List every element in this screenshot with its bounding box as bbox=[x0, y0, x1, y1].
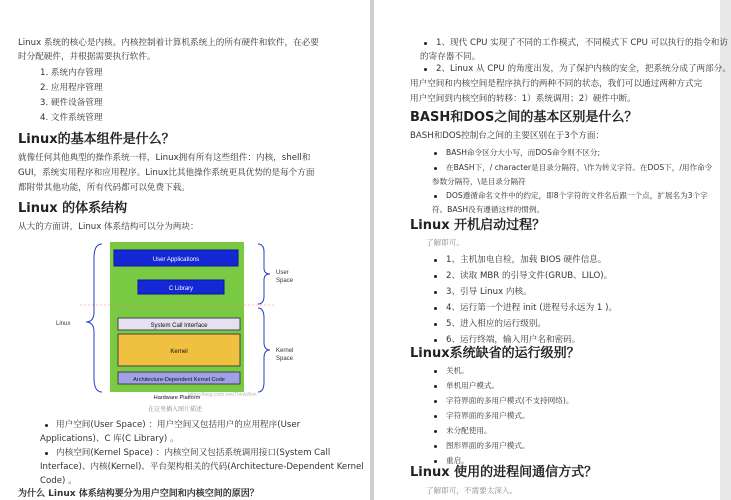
syscall-label: System Call Interface bbox=[150, 323, 208, 329]
bullet-dot bbox=[434, 385, 437, 388]
bullet-dot bbox=[434, 323, 437, 326]
cpu-mode-line: 的寄存器不同。 bbox=[420, 52, 481, 62]
cpu-protection-line: 2、Linux 从 CPU 的角度出发，为了保护内核的安全，把系统分成了两部分。 bbox=[436, 64, 731, 74]
linux-label: Linux bbox=[56, 321, 71, 327]
function-item: 3. 硬件设备管理 bbox=[40, 98, 103, 108]
boot-item: 1、主机加电自检，加载 BIOS 硬件信息。 bbox=[446, 255, 607, 265]
runlevel-item: 关机。 bbox=[446, 366, 469, 375]
runlevel-item: 图形界面的多用户模式。 bbox=[446, 441, 530, 450]
kernel-space-bullet-line: Code) 。 bbox=[40, 476, 77, 486]
runlevel-item: 单机用户模式。 bbox=[446, 381, 500, 390]
bullet-dot bbox=[424, 42, 427, 45]
components-line: 就像任何其他典型的操作系统一样，Linux拥有所有这些组件：内核，shell和 bbox=[18, 153, 311, 163]
transition-line: 用户空间到内核空间的转移：1）系统调用；2）硬件中断。 bbox=[410, 94, 636, 104]
hardware-label: Hardware Platform bbox=[153, 395, 201, 401]
bash-item: DOS遵循命名文件中的约定，即8个字符的文件名后跟一个点，扩展名为3个字 bbox=[446, 191, 708, 200]
image-caption: 在这里插入图片描述 bbox=[148, 406, 203, 413]
bullet-dot bbox=[434, 275, 437, 278]
watermark-text: https://blog.csdn.net/ThinkWon bbox=[188, 392, 257, 398]
runlevel-item: 字符界面的多用户模式。 bbox=[446, 411, 530, 420]
runlevel-item: 重启。 bbox=[446, 456, 469, 465]
question-line: 为什么 Linux 体系结构要分为用户空间和内核空间的原因？ bbox=[18, 489, 259, 499]
bullet-dot bbox=[434, 430, 437, 433]
bullet-dot bbox=[434, 307, 437, 310]
kernel-space-bullet-line: Interface)、内核(Kernel)、平台架构相关的代码(Architecture-Dependent Kernel bbox=[40, 462, 364, 472]
heading-components: Linux的基本组件是什么？ bbox=[18, 132, 175, 147]
user-space-bullet-line: 用户空间(User Space) ：用户空间又包括用户的应用程序(User bbox=[56, 420, 301, 430]
bash-item: 符。BASH没有遵循这样的惯例。 bbox=[432, 205, 545, 214]
bullet-dot bbox=[434, 259, 437, 262]
bash-item: BASH命令区分大小写，而DOS命令则不区分; bbox=[446, 148, 601, 157]
user-space-label-line2: Space bbox=[276, 278, 294, 284]
boot-item: 5、进入相应的运行级别。 bbox=[446, 319, 546, 329]
bullet-dot bbox=[45, 452, 48, 455]
bullet-dot bbox=[434, 445, 437, 448]
right-page bbox=[374, 0, 731, 500]
function-item: 2. 应用程序管理 bbox=[40, 83, 103, 93]
bullet-dot bbox=[434, 291, 437, 294]
bash-intro: BASH和DOS控制台之间的主要区别在于3个方面： bbox=[410, 131, 605, 141]
user-space-brace bbox=[258, 244, 270, 304]
user-space-bullet-line: Applications)、C 库(C Library) 。 bbox=[40, 434, 179, 444]
boot-item: 4、运行第一个进程 init (进程号永远为 1 )。 bbox=[446, 303, 618, 313]
bullet-dot bbox=[434, 460, 437, 463]
bullet-dot bbox=[434, 400, 437, 403]
heading-architecture: Linux 的体系结构 bbox=[18, 201, 128, 216]
function-item: 4. 文件系统管理 bbox=[40, 113, 103, 123]
boot-note: 了解即可。 bbox=[426, 238, 464, 247]
linux-architecture-diagram bbox=[56, 238, 306, 401]
boot-item: 6、运行终端，输入用户名和密码。 bbox=[446, 335, 581, 345]
heading-boot: Linux 开机启动过程？ bbox=[410, 218, 546, 233]
user-applications-label: User Applications bbox=[152, 257, 200, 263]
bullet-dot bbox=[434, 339, 437, 342]
runlevel-item: 未分配使用。 bbox=[446, 426, 492, 435]
intro-line: Linux 系统的核心是内核。内核控制着计算机系统上的所有硬件和软件，在必要 bbox=[18, 38, 319, 48]
heading-ipc: Linux 使用的进程间通信方式？ bbox=[410, 465, 598, 480]
architecture-line: 从大的方面讲，Linux 体系结构可以分为两块： bbox=[18, 222, 199, 232]
bullet-dot bbox=[434, 415, 437, 418]
ipc-note: 了解即可，不需要太深入。 bbox=[426, 486, 518, 495]
bullet-dot bbox=[45, 424, 48, 427]
linux-brace bbox=[86, 244, 102, 392]
boot-item: 2、读取 MBR 的引导文件(GRUB、LILO)。 bbox=[446, 271, 613, 281]
runlevel-item: 字符界面的多用户模式(不支持网络)。 bbox=[446, 396, 574, 405]
boot-item: 3、引导 Linux 内核。 bbox=[446, 287, 532, 297]
bullet-dot bbox=[434, 152, 437, 155]
arch-kernel-label: Architecture-Dependent Kernel Code bbox=[133, 377, 225, 383]
intro-line: 时分配硬件，并根据需要执行软件。 bbox=[18, 52, 156, 62]
kernel-space-label-line1: Kernel bbox=[276, 348, 294, 354]
components-line: 都附带其他功能，所有代码都可以免费下载。 bbox=[18, 183, 190, 193]
bash-item: 在BASH下，/ character是目录分隔符，\作为转义字符。在DOS下，/用作命令 bbox=[446, 163, 713, 172]
user-space-label-line1: User bbox=[276, 270, 289, 276]
bullet-dot bbox=[434, 167, 437, 170]
bash-item: 参数分隔符，\是目录分隔符 bbox=[432, 177, 526, 186]
bullet-dot bbox=[434, 370, 437, 373]
transition-line: 用户空间和内核空间是程序执行的两种不同的状态，我们可以通过两种方式完 bbox=[410, 79, 703, 89]
kernel-label: Kernel bbox=[170, 349, 188, 355]
bullet-dot bbox=[424, 68, 427, 71]
kernel-space-bullet-line: 内核空间(Kernel Space) ：内核空间又包括系统调用接口(System Call bbox=[56, 448, 331, 458]
function-item: 1. 系统内存管理 bbox=[40, 68, 103, 78]
heading-runlevel: Linux系统缺省的运行级别？ bbox=[410, 346, 580, 361]
c-library-label: C Library bbox=[168, 286, 194, 292]
kernel-space-label-line2: Space bbox=[276, 356, 294, 362]
cpu-mode-line: 1、现代 CPU 实现了不同的工作模式，不同模式下 CPU 可以执行的指令和访 bbox=[436, 38, 728, 48]
kernel-space-brace bbox=[258, 308, 270, 392]
components-line: GUI，系统实用程序和应用程序。Linux比其他操作系统更具优势的是每个方面 bbox=[18, 168, 315, 178]
bullet-dot bbox=[434, 195, 437, 198]
heading-bash-dos: BASH和DOS之间的基本区别是什么？ bbox=[410, 110, 638, 125]
